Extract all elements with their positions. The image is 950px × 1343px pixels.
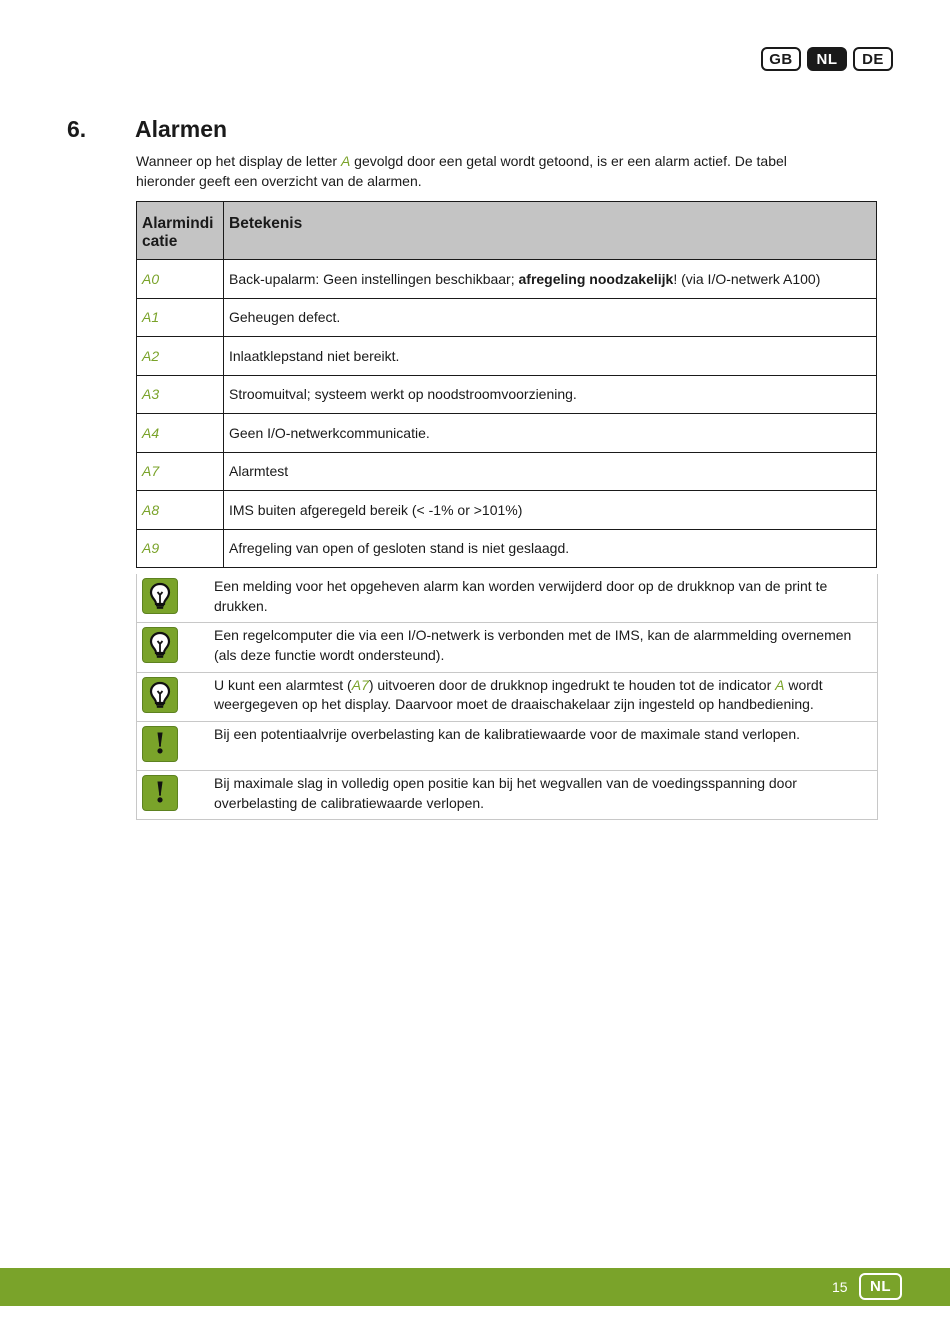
header-meaning: Betekenis [224, 202, 877, 260]
header-alarm-indication: Alarmindi catie [137, 202, 224, 260]
warning-note [136, 722, 878, 771]
lang-button-de[interactable]: DE [853, 47, 893, 71]
lang-button-gb[interactable]: GB [761, 47, 801, 71]
tip-note [136, 623, 878, 672]
tip-note [136, 574, 878, 623]
alarm-meaning: Stroomuitval; systeem werkt op noodstroomvoorziening. [224, 375, 877, 414]
warning-note [136, 771, 878, 820]
warning-icon [142, 726, 178, 762]
intro-paragraph [136, 152, 826, 191]
warning-symbol: ! [153, 726, 167, 760]
note-text: Een melding voor het opgeheven alarm kan worden verwijderd door op de drukknop van de print te drukken. [214, 578, 828, 614]
alarm-code: A8 [137, 491, 224, 530]
page-number: 15 [832, 1279, 848, 1295]
alarm-code: A9 [137, 529, 224, 568]
alarm-meaning-text: Back-upalarm: Geen instellingen beschikbaar; [229, 270, 519, 287]
warning-icon [142, 775, 178, 811]
language-switcher [761, 47, 893, 71]
footer-language-badge: NL [859, 1273, 902, 1300]
table-row [137, 260, 877, 299]
section-number: 6. [67, 116, 87, 142]
alarm-meaning: Afregeling van open of gesloten stand is niet geslaagd. [224, 529, 877, 568]
lightbulb-icon [142, 677, 178, 713]
warning-symbol: ! [153, 776, 167, 810]
note-code-a7: A7 [351, 676, 369, 693]
note-text: Bij een potentiaalvrije overbelasting kan de kalibratiewaarde voor de maximale stand verlopen. [214, 725, 801, 742]
alarm-code: A3 [137, 375, 224, 414]
alarm-code: A2 [137, 337, 224, 376]
alarm-table [136, 201, 877, 568]
table-row [137, 337, 877, 376]
table-header-row [137, 202, 877, 260]
section-title: Alarmen [135, 116, 228, 142]
table-row [137, 491, 877, 530]
alarm-meaning: Geheugen defect. [224, 298, 877, 337]
table-row [137, 375, 877, 414]
alarm-meaning: Geen I/O-netwerkcommunicatie. [224, 414, 877, 453]
note-text-c: wordt weergegeven op het display. Daarvoor moet de draaischakelaar zijn ingesteld op handbediening. [214, 676, 823, 713]
alarm-code: A1 [137, 298, 224, 337]
intro-text-start: Wanneer op het display de letter [136, 153, 341, 169]
alarm-meaning [224, 260, 877, 299]
table-row [137, 414, 877, 453]
tip-note [136, 673, 878, 722]
note-text [214, 676, 869, 715]
note-text: Bij maximale slag in volledig open positie kan bij het wegvallen van de voedingsspanning door overbelasting de calibratiewaarde verlopen. [214, 775, 797, 811]
alarm-code: A7 [137, 452, 224, 491]
alarm-meaning-text-end: ! (via I/O-netwerk A100) [673, 270, 821, 287]
alarm-meaning: IMS buiten afgeregeld bereik (< -1% or >101%) [224, 491, 877, 530]
table-row [137, 452, 877, 491]
alarm-code: A4 [137, 414, 224, 453]
footer-bar [0, 1268, 950, 1306]
intro-text-end: gevolgd door een getal wordt getoond, is er een alarm actief. De tabel hieronder geeft een overzicht van de alarmen. [136, 153, 787, 189]
lightbulb-icon [142, 578, 178, 614]
table-row [137, 298, 877, 337]
lang-button-nl[interactable]: NL [807, 47, 847, 71]
intro-letter: A [340, 153, 351, 169]
alarm-code: A0 [137, 260, 224, 299]
alarm-meaning: Alarmtest [224, 452, 877, 491]
note-code-a: A [775, 676, 785, 693]
lightbulb-icon [142, 627, 178, 663]
note-text-a: U kunt een alarmtest ( [214, 676, 352, 693]
notes-list [136, 574, 878, 820]
note-text-b: ) uitvoeren door de drukknop ingedrukt te houden tot de indicator [368, 676, 776, 693]
table-row [137, 529, 877, 568]
note-text: Een regelcomputer die via een I/O-netwerk is verbonden met de IMS, kan de alarmmelding overnemen (als deze functie wordt ondersteund). [214, 627, 852, 663]
alarm-meaning-bold: afregeling noodzakelijk [518, 270, 674, 287]
alarm-meaning: Inlaatklepstand niet bereikt. [224, 337, 877, 376]
